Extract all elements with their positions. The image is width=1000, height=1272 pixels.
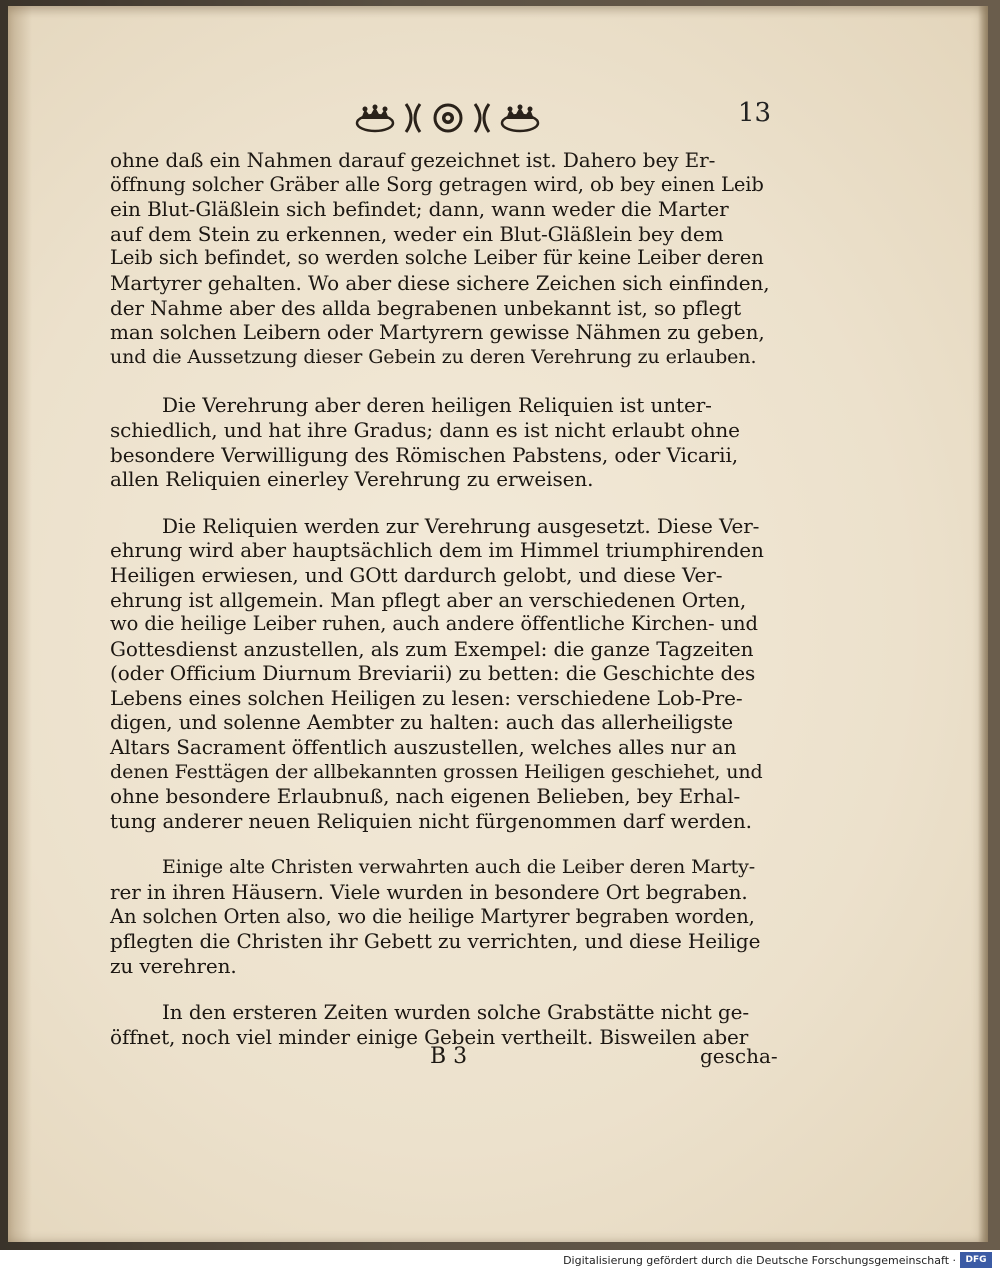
paragraph-3 [110, 514, 770, 834]
text-line: besondere Verwilligung des Römischen Pabstens, oder Vicarii, [110, 442, 738, 467]
text-line: man solchen Leibern oder Martyrern gewisse Nähmen zu geben, [110, 320, 765, 345]
body-text [110, 148, 770, 1050]
text-line: Lebens eines solchen Heiligen zu lesen: verschiedene Lob-Pre- [110, 685, 743, 710]
text-line: öffnung solcher Gräber alle Sorg getragen wird, ob bey einen Leib [110, 172, 764, 196]
text-line: wo die heilige Leiber ruhen, auch andere öffentliche Kirchen- und [110, 612, 758, 636]
bracket-icon [402, 102, 424, 134]
text-line: digen, und solenne Aembter zu halten: auch das allerheiligste [110, 710, 733, 735]
text-line: tung anderer neuen Reliquien nicht fürgenommen darf werden. [110, 808, 752, 833]
text-line: auf dem Stein zu erkennen, weder ein Blut-Gläßlein bey dem [110, 221, 724, 246]
text-line: denen Festtägen der allbekannten grossen Heiligen geschiehet, und [110, 760, 763, 783]
header-ornament [355, 100, 540, 136]
text-line: Gottesdienst anzustellen, als zum Exempel: die ganze Tagzeiten [110, 636, 754, 661]
text-line: ohne daß ein Nahmen darauf gezeichnet ist. Dahero bey Er- [110, 148, 716, 172]
rosette-icon [431, 102, 465, 134]
text-line: rer in ihren Häusern. Viele wurden in besondere Ort begraben. [110, 880, 748, 905]
bracket-icon [471, 102, 493, 134]
crown-ornament-icon [355, 103, 395, 133]
text-line: ein Blut-Gläßlein sich befindet; dann, wann weder die Marter [110, 197, 729, 222]
text-line: An solchen Orten also, wo die heilige Martyrer begraben worden, [110, 904, 755, 928]
text-line: Einige alte Christen verwahrten auch die Leiber deren Marty- [162, 856, 756, 879]
text-line: ohne besondere Erlaubnuß, nach eigenen Belieben, bey Erhal- [110, 784, 741, 809]
signature-mark: B 3 [430, 1044, 468, 1069]
text-line: Leib sich befindet, so werden solche Leiber für keine Leiber deren [110, 246, 764, 270]
text-line: Die Reliquien werden zur Verehrung ausgesetzt. Diese Ver- [162, 513, 760, 538]
text-line: öffnet, noch viel minder einige Gebein vertheilt. Bisweilen aber [110, 1025, 749, 1049]
footer-credit: Digitalisierung gefördert durch die Deutsche Forschungsgemeinschaft · [563, 1254, 956, 1267]
crown-ornament-icon [500, 103, 540, 133]
text-line: Altars Sacrament öffentlich auszustellen, welches alles nur an [110, 735, 737, 760]
page-gutter-shadow [8, 6, 32, 1242]
text-line: In den ersteren Zeiten wurden solche Grabstätte nicht ge- [162, 1000, 750, 1025]
text-line: Heiligen erwiesen, und GOtt dardurch gelobt, und diese Ver- [110, 562, 723, 587]
text-line: zu verehren. [110, 953, 237, 978]
text-line: schiedlich, und hat ihre Gradus; dann es ist nicht erlaubt ohne [110, 417, 740, 442]
text-line: Martyrer gehalten. Wo aber diese sichere Zeichen sich einfinden, [110, 270, 770, 295]
text-line: (oder Officium Diurnum Breviarii) zu betten: die Geschichte des [110, 661, 756, 686]
text-line: ehrung ist allgemein. Man pflegt aber an verschiedenen Orten, [110, 587, 747, 612]
text-line: Die Verehrung aber deren heiligen Reliquien ist unter- [162, 393, 712, 418]
paragraph-2 [110, 393, 770, 491]
text-line: allen Reliquien einerley Verehrung zu erweisen. [110, 467, 594, 492]
page-number: 13 [738, 98, 772, 128]
text-line: und die Aussetzung dieser Gebein zu deren Verehrung zu erlauben. [110, 345, 757, 368]
paragraph-5 [110, 1000, 770, 1049]
paragraph-4 [110, 855, 770, 978]
text-line: der Nahme aber des allda begrabenen unbekannt ist, so pflegt [110, 295, 742, 320]
catchword: gescha- [700, 1044, 778, 1068]
paragraph-1 [110, 148, 770, 369]
text-line: ehrung wird aber hauptsächlich dem im Himmel triumphirenden [110, 538, 764, 563]
text-line: pflegten die Christen ihr Gebett zu verrichten, und diese Heilige [110, 929, 761, 954]
page-edge-shadow [978, 6, 988, 1242]
dfg-logo: DFG [960, 1252, 992, 1268]
